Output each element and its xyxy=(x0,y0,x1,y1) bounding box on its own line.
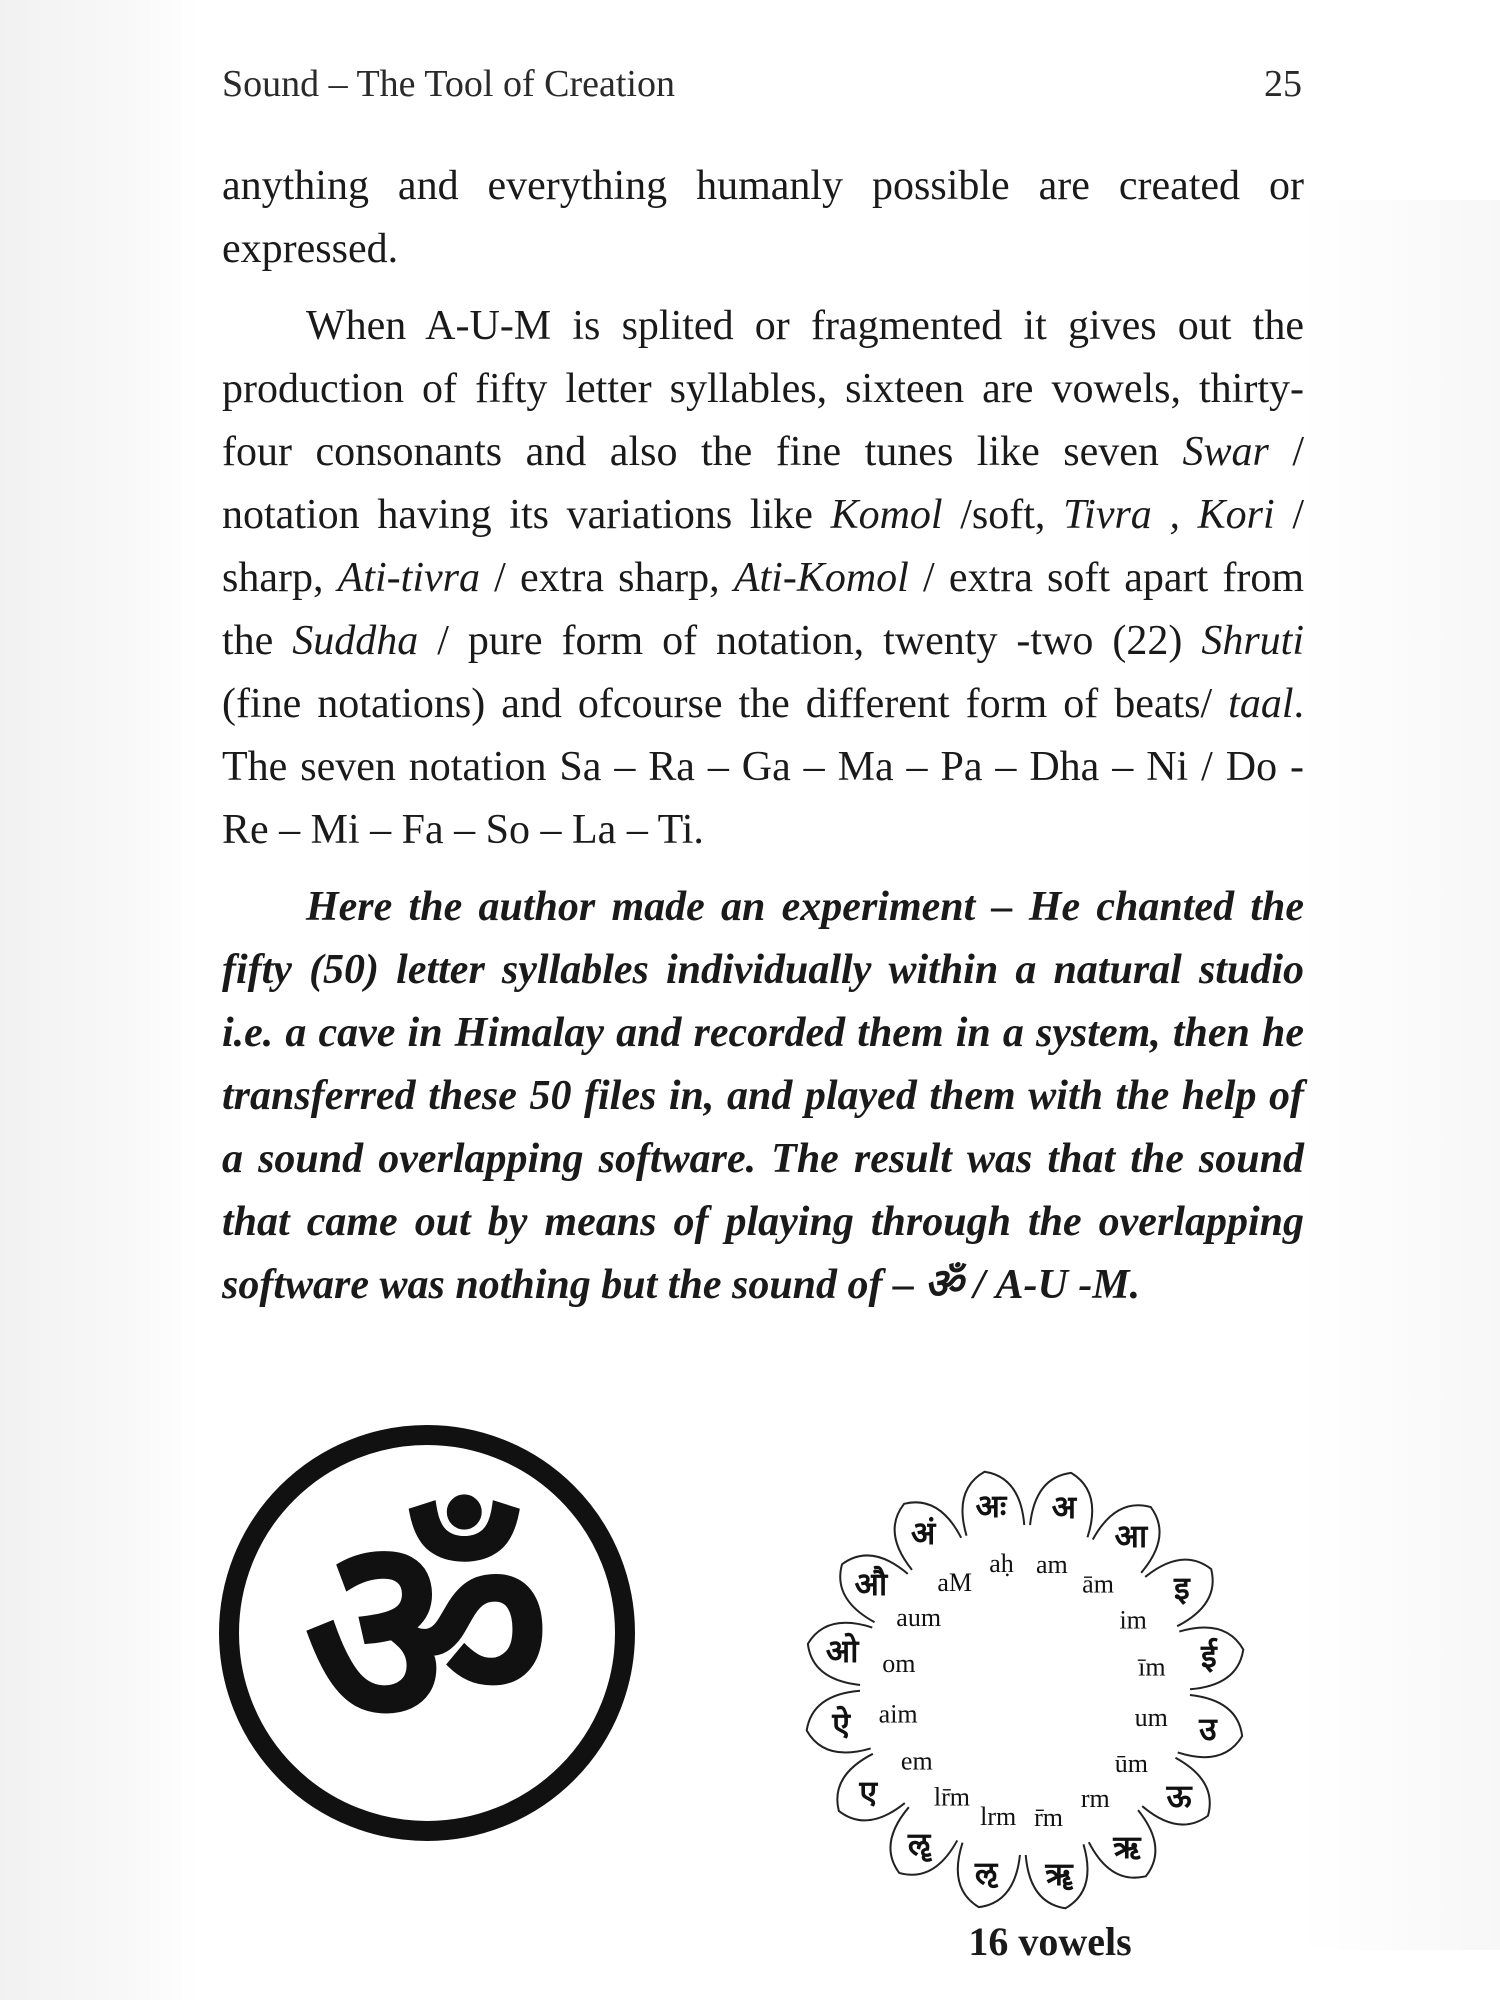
vowel-sound-label: aum xyxy=(896,1602,942,1632)
vowel-wheel-caption: 16 vowels xyxy=(968,1919,1132,1964)
petal-vowel: ॠ xyxy=(1045,1855,1073,1892)
term-swar: Swar xyxy=(1182,429,1269,475)
om-icon: ॐ xyxy=(303,1475,551,1790)
text-run: / pure form of notation, twenty -two (22) xyxy=(418,618,1202,664)
paragraph-continuation: anything and everything humanly possible are created or expressed. xyxy=(222,163,1304,272)
text-run: / extra soft apart from the xyxy=(222,555,1304,664)
vowel-sound-label: em xyxy=(900,1746,933,1776)
text-run: (fine notations) and ofcourse the different form of beats/ xyxy=(222,681,1229,727)
term-ati-komol: Ati-Komol xyxy=(733,555,909,601)
petal-vowel: अ xyxy=(1051,1489,1077,1526)
term-ati-tivra: Ati-tivra xyxy=(337,555,480,601)
petal-vowel: ओ xyxy=(825,1633,859,1670)
term-suddha: Suddha xyxy=(292,618,419,664)
vowel-sound-label: um xyxy=(1134,1702,1168,1732)
vowel-sound-label: im xyxy=(1119,1605,1147,1635)
term-taal: taal xyxy=(1228,681,1294,727)
text-run: / notation having its variations like xyxy=(222,429,1305,538)
text-run: / sharp, xyxy=(222,492,1305,601)
vowel-sound-label: ūm xyxy=(1114,1749,1148,1779)
petal-vowel: उ xyxy=(1199,1710,1217,1747)
om-figure xyxy=(212,1418,642,1848)
petal-vowel: ऌ xyxy=(974,1854,998,1891)
petal-vowel: ऐ xyxy=(832,1706,850,1743)
vowel-sound-label: aim xyxy=(878,1699,918,1729)
petal-vowel: औ xyxy=(854,1566,888,1603)
text-run: /soft, xyxy=(942,492,1064,538)
sounds-group xyxy=(879,1549,1168,1832)
paragraph-aum-fragmentation xyxy=(222,295,1304,862)
petals-group xyxy=(807,1472,1244,1909)
vowel-sound-label: īm xyxy=(1138,1652,1166,1682)
vowel-sound-label: ām xyxy=(1082,1569,1114,1599)
petal-vowel: अः xyxy=(975,1488,1007,1525)
running-header xyxy=(222,62,1302,122)
vowel-sound-label: aM xyxy=(937,1567,973,1597)
vowel-sound-label: am xyxy=(1035,1549,1068,1579)
text-run: . The seven notation Sa – Ra – Ga – Ma – Pa – Dha – Ni / Do - Re – Mi – Fa – So – La – Ti. xyxy=(222,681,1304,853)
term-komol: Komol xyxy=(830,492,943,538)
text-run: / extra sharp, xyxy=(479,555,734,601)
bleed-through-shadow xyxy=(1300,200,1500,1950)
vowel-wheel-diagram xyxy=(800,1455,1250,1925)
page-gutter-shadow xyxy=(0,0,200,2000)
vowel-wheel xyxy=(800,1455,1250,1925)
term-tivra-kori: Tivra , Kori xyxy=(1063,492,1275,538)
text-run: When A-U-M is splited or fragmented it gives out the production of fifty letter syllables, sixteen are vowels, thirty-four consonants and also the fine tunes like seven xyxy=(222,303,1304,475)
term-shruti: Shruti xyxy=(1201,618,1305,664)
vowel-sound-label: r̄m xyxy=(1034,1802,1063,1832)
petal-vowel: अं xyxy=(910,1515,936,1552)
chapter-title: Sound – The Tool of Creation xyxy=(222,63,675,105)
vowel-sound-label: lr̄m xyxy=(933,1782,970,1812)
petal-vowel: ऋ xyxy=(1113,1828,1141,1865)
vowel-sound-label: om xyxy=(882,1649,916,1679)
vowel-sound-label: aḥ xyxy=(989,1549,1014,1579)
petal-vowel: ऊ xyxy=(1166,1777,1192,1814)
petal-vowel: आ xyxy=(1114,1517,1148,1554)
petal-vowel: ए xyxy=(859,1773,878,1810)
petal-vowel: ई xyxy=(1201,1637,1217,1674)
vowel-sound-label: rm xyxy=(1080,1784,1110,1814)
petal-vowel: इ xyxy=(1173,1570,1190,1607)
vowel-sound-label: lrm xyxy=(980,1802,1017,1832)
petal-vowel: ॡ xyxy=(907,1826,931,1863)
main-text xyxy=(222,155,1304,1317)
page-number: 25 xyxy=(1264,63,1302,105)
paragraph-experiment: Here the author made an experiment – He chanted the fifty (50) letter syllables individually within a natural studio i.e. a cave in Himalay and recorded them in a system, then he transferred these 50 files in, and played them with the help of a sound overlapping software. The result was that the sound that came out by means of playing through the overlapping software was nothing but the sound of – ॐ / A-U -M. xyxy=(222,884,1304,1308)
